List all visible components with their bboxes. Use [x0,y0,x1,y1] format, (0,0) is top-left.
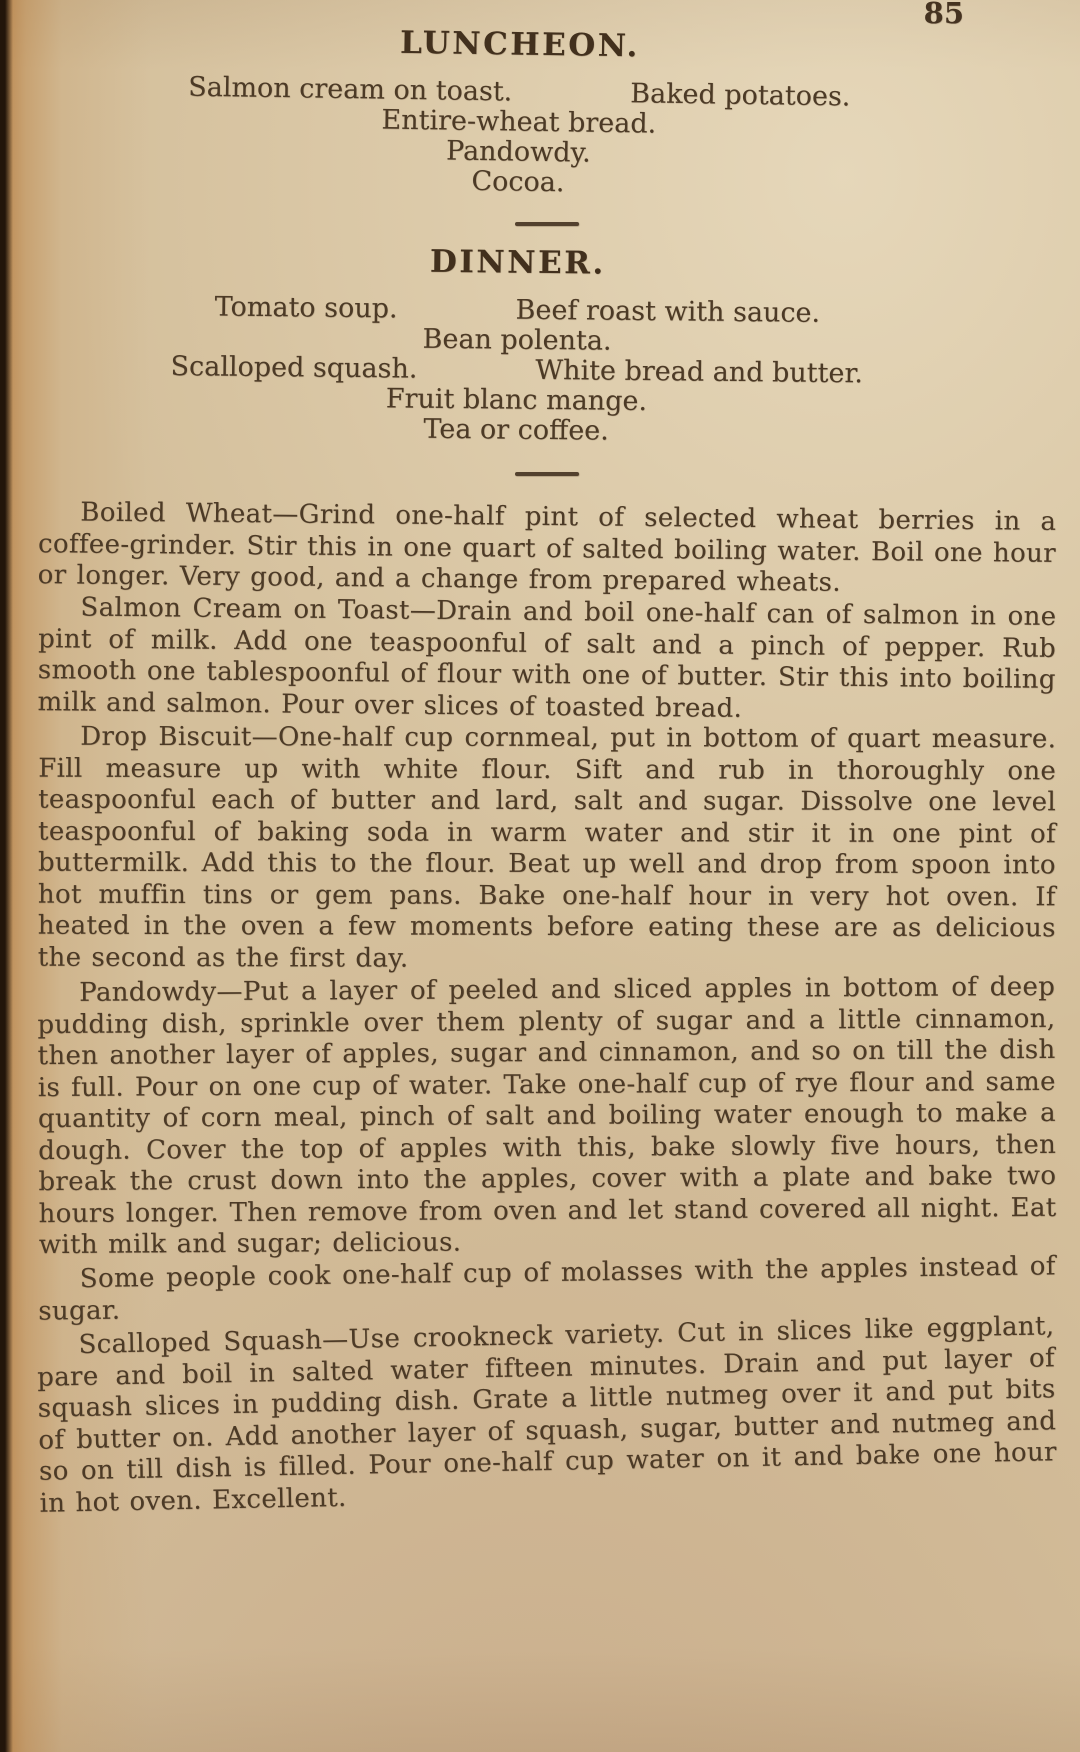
menu-item: Beef roast with sauce. [515,294,821,329]
dinner-title: DINNER. [429,243,606,282]
luncheon-title: LUNCHEON. [399,24,641,65]
section-divider [515,472,579,476]
menu-item: Entire-wheat bread. [381,104,657,140]
recipe-pandowdy: Pandowdy—Put a layer of peeled and sliced apples in bottom of deep pudding dish, sprinkle over them plenty of sugar and a little cinnamon, then another layer of apples, sugar and cinnamon, and so on till the dish is full. Pour on one cup of water. Take one-half cup of rye flour and same quantity of corn meal, pinch of salt and boiling water enough to make a dough. Cover the top of apples with this, bake slowly five hours, then break the crust down into the apples, cover with a plate and bake two hours longer. Then remove from oven and let stand covered all night. Eat with milk and sugar; delicious. [37,971,1057,1260]
recipes-section [36,497,1058,1519]
recipe-salmon-cream-on-toast: Salmon Cream on Toast—Drain and boil one-half can of salmon in one pint of milk. Add one teaspoonful of salt and a pinch of pepper. Rub smooth one tablespoonful of flour with one of butter. Stir this into boiling milk and salmon. Pour over slices of toasted bread. [37,592,1057,723]
recipe-pandowdy-molasses-note: Some people cook one-half cup of molasses with the apples instead of sugar. [38,1251,1056,1327]
recipe-boiled-wheat: Boiled Wheat—Grind one-half pint of selected wheat berries in a coffee-grinder. Stir this in one quart of salted boiling water. Boil one hour or longer. Very good, and a change from prepared wheats. [37,497,1057,598]
menu-item: White bread and butter. [535,354,864,390]
menu-item: Pandowdy. [445,135,591,169]
menu-item: Bean polenta. [422,323,612,357]
dinner-menu [7,242,1027,451]
section-divider [515,222,579,226]
menu-item: Scalloped squash. [170,351,418,385]
menu-item: Tomato soup. [214,291,398,325]
page-number: 85 [923,0,964,30]
menu-item: Cocoa. [471,165,565,199]
recipe-drop-biscuit: Drop Biscuit—One-half cup cornmeal, put in bottom of quart measure. Fill measure up with white flour. Sift and rub in thoroughly one teaspoonful each of butter and lard, salt and sugar. Dissolve one level teaspoonful of baking soda in warm water and stir it in one pint of buttermilk. Add this to the flour. Beat up well and drop from spoon into hot muffin tins or gem pans. Bake one-half hour in very hot oven. If heated in the oven a few moments before eating these are as delicious the second as the first day. [37,721,1057,973]
menu-item: Tea or coffee. [423,413,609,447]
recipe-scalloped-squash: Scalloped Squash—Use crookneck variety. Cut in slices like eggplant, pare and boil in salted water fifteen minutes. Drain and put layer of squash slices in pudding dish. Grate a little nutmeg over it and put bits of butter on. Add another layer of squash, sugar, butter and nutmeg and so on till dish is filled. Pour one-half cup water on it and bake one hour in hot oven. Excellent. [36,1311,1058,1519]
menu-item: Baked potatoes. [630,78,851,113]
luncheon-menu [9,22,1029,205]
menu-item: Salmon cream on toast. [188,71,513,108]
menu-item: Fruit blanc mange. [385,383,648,418]
